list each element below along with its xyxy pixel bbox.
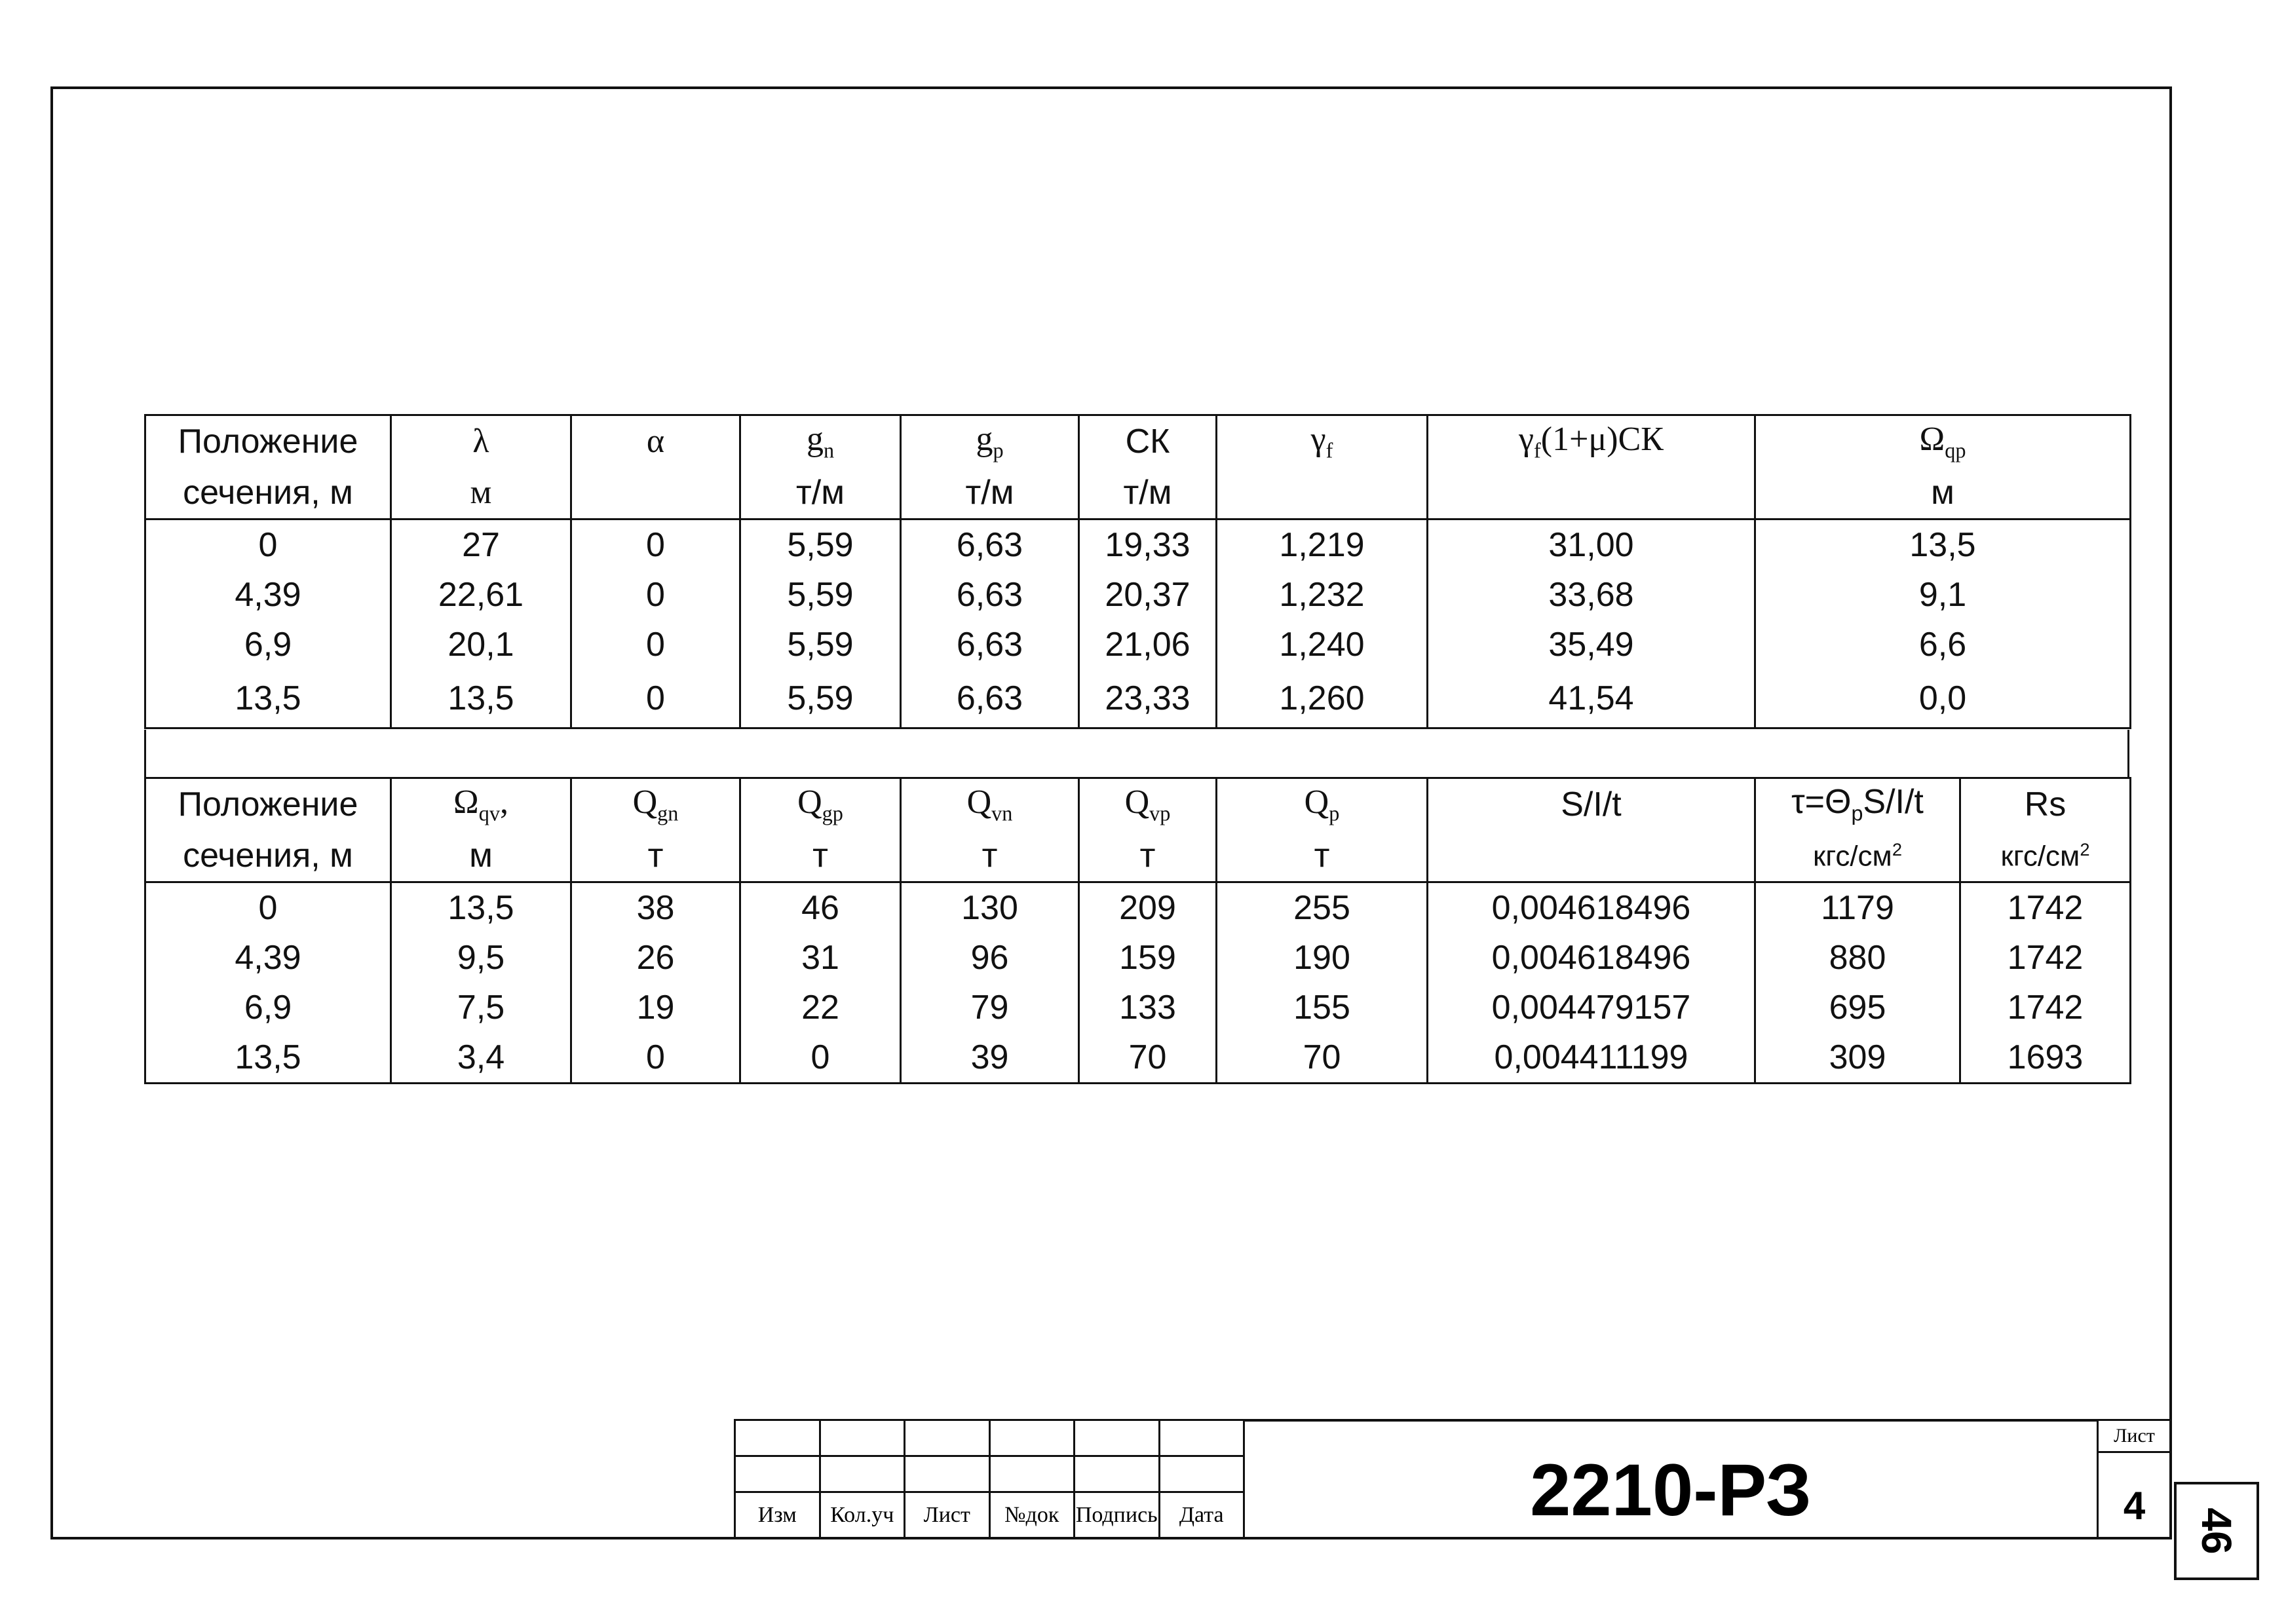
table-cell: 0 (571, 670, 740, 728)
table-cell: 70 (1217, 1032, 1428, 1084)
sheet-number: 4 (2123, 1484, 2146, 1528)
table2-header-row-units (145, 830, 2131, 882)
revision-cell (989, 1420, 1075, 1456)
table-cell: 9,5 (391, 933, 571, 983)
table-cell: 19 (571, 983, 740, 1032)
table-cell: 7,5 (391, 983, 571, 1032)
table-row (145, 882, 2131, 934)
table2-unit-qvn: т (901, 830, 1079, 882)
table-separator (144, 730, 2129, 777)
table-cell: 1742 (1960, 933, 2131, 983)
table-cell: 79 (901, 983, 1079, 1032)
table-cell: 13,5 (391, 670, 571, 728)
table2-header-omega-qv: $\Omega_{qv}$, (391, 778, 571, 831)
table-cell: 13,5 (145, 670, 391, 728)
table2-header-qgp: $Q_{gp}$ (740, 778, 901, 831)
revision-row (735, 1456, 1244, 1492)
table1-header-gamma-f: $\gamma_f$ (1217, 415, 1428, 468)
table-cell: 255 (1217, 882, 1428, 934)
table-cell: 31 (740, 933, 901, 983)
revision-cell (905, 1456, 990, 1492)
table-cell: 96 (901, 933, 1079, 983)
table-cell: 190 (1217, 933, 1428, 983)
revision-cell (1159, 1456, 1244, 1492)
table-cell: 70 (1079, 1032, 1217, 1084)
table1-unit-position: сечения, м (145, 467, 391, 519)
table-cell: 6,63 (901, 570, 1079, 620)
sheet-label: Лист (2099, 1425, 2170, 1453)
table-cell: 21,06 (1079, 620, 1217, 670)
table-row (145, 1032, 2131, 1084)
table-cell: 1,240 (1217, 620, 1428, 670)
table-load-parameters (144, 414, 2131, 729)
table1-header-omega-qp: $\Omega_{qp}$ (1755, 415, 2131, 468)
table-cell: 19,33 (1079, 519, 1217, 571)
table-cell: 27 (391, 519, 571, 571)
table2-unit-sit (1428, 830, 1755, 882)
table-cell: 0,004618496 (1428, 933, 1755, 983)
revision-cell (735, 1456, 820, 1492)
table-cell: 6,63 (901, 670, 1079, 728)
table2-header-tau: $\tau=\Theta_pS/I/t$ (1755, 778, 1960, 831)
revision-col-ndok: №док (989, 1492, 1075, 1538)
table-cell: 309 (1755, 1032, 1960, 1084)
table-cell: 6,63 (901, 519, 1079, 571)
table-cell: 0 (571, 620, 740, 670)
table2-header-sit: S/I/t (1428, 778, 1755, 831)
table-cell: 1693 (1960, 1032, 2131, 1084)
table-cell: 46 (740, 882, 901, 934)
table1-header-row-units (145, 467, 2131, 519)
table-cell: 4,39 (145, 570, 391, 620)
table2-unit-qp: т (1217, 830, 1428, 882)
revision-col-list: Лист (905, 1492, 990, 1538)
table-cell: 0 (571, 519, 740, 571)
table-cell: 6,9 (145, 983, 391, 1032)
table-cell: 13,5 (391, 882, 571, 934)
table-cell: 23,33 (1079, 670, 1217, 728)
revision-cell (1075, 1420, 1160, 1456)
table1-unit-gamma-f (1217, 467, 1428, 519)
table-cell: 41,54 (1428, 670, 1755, 728)
table-cell: 209 (1079, 882, 1217, 934)
revision-cell (905, 1420, 990, 1456)
table-cell: 1,232 (1217, 570, 1428, 620)
table1-unit-gn: т/м (740, 467, 901, 519)
table-cell: 0,004411199 (1428, 1032, 1755, 1084)
revision-cell (989, 1456, 1075, 1492)
page-number: 46 (2193, 1507, 2240, 1555)
revision-cell (735, 1420, 820, 1456)
table-cell: 5,59 (740, 670, 901, 728)
table-row (145, 933, 2131, 983)
table-cell: 0,004618496 (1428, 882, 1755, 934)
table-cell: 38 (571, 882, 740, 934)
table1-header-lambda: λ (391, 415, 571, 468)
table-cell: 13,5 (145, 1032, 391, 1084)
table-cell: 4,39 (145, 933, 391, 983)
table-cell: 20,37 (1079, 570, 1217, 620)
table-cell: 5,59 (740, 570, 901, 620)
table-cell: 159 (1079, 933, 1217, 983)
table-cell: 130 (901, 882, 1079, 934)
table1-unit-ck: т/м (1079, 467, 1217, 519)
table2-unit-omega-qv: м (391, 830, 571, 882)
table2-header-qp: $Q_p$ (1217, 778, 1428, 831)
table1-unit-gp: т/м (901, 467, 1079, 519)
table2-header-qvn: $Q_{vn}$ (901, 778, 1079, 831)
table-cell: 20,1 (391, 620, 571, 670)
table2-header-qgn: $Q_{gn}$ (571, 778, 740, 831)
table-cell: 0,004479157 (1428, 983, 1755, 1032)
table-cell: 5,59 (740, 519, 901, 571)
table2-unit-qgp: т (740, 830, 901, 882)
table2-unit-qvp: т (1079, 830, 1217, 882)
revision-cell (820, 1456, 905, 1492)
table-cell: 5,59 (740, 620, 901, 670)
table-row (145, 620, 2131, 670)
table2-unit-position: сечения, м (145, 830, 391, 882)
revision-row (735, 1420, 1244, 1456)
table-row (145, 983, 2131, 1032)
table1-header-alpha: α (571, 415, 740, 468)
table1-unit-gamma-f-ck (1428, 467, 1755, 519)
table-cell: 33,68 (1428, 570, 1755, 620)
table2-header-row-top (145, 778, 2131, 831)
table-cell: 133 (1079, 983, 1217, 1032)
table-cell: 0 (145, 882, 391, 934)
table2-unit-rs: кгс/$см^2$ (1960, 830, 2131, 882)
table2-unit-qgn: т (571, 830, 740, 882)
table-cell: 1742 (1960, 983, 2131, 1032)
table-cell: 6,6 (1755, 620, 2131, 670)
table-cell: 1179 (1755, 882, 1960, 934)
table-cell: 1,260 (1217, 670, 1428, 728)
table-cell: 22,61 (391, 570, 571, 620)
revision-cell (820, 1420, 905, 1456)
table-row (145, 670, 2131, 728)
table-cell: 0 (145, 519, 391, 571)
table2-unit-tau: кгс/$см^2$ (1755, 830, 1960, 882)
table2-header-qvp: $Q_{vp}$ (1079, 778, 1217, 831)
table-cell: 0 (571, 1032, 740, 1084)
table-cell: 31,00 (1428, 519, 1755, 571)
table-cell: 155 (1217, 983, 1428, 1032)
table-cell: 6,9 (145, 620, 391, 670)
table-cell: 35,49 (1428, 620, 1755, 670)
table-row (145, 519, 2131, 571)
table-cell: 9,1 (1755, 570, 2131, 620)
table-row (145, 570, 2131, 620)
table-cell: 1,219 (1217, 519, 1428, 571)
table1-unit-lambda: м (391, 467, 571, 519)
table-cell: 13,5 (1755, 519, 2131, 571)
revision-col-izm: Изм (735, 1492, 820, 1538)
table1-unit-omega-qp: м (1755, 467, 2131, 519)
table-cell: 0 (740, 1032, 901, 1084)
title-block-revision-grid (734, 1419, 1245, 1539)
document-code: 2210-РЗ (1530, 1449, 1812, 1531)
table-cell: 880 (1755, 933, 1960, 983)
table1-header-gn: $g_n$ (740, 415, 901, 468)
table-cell: 22 (740, 983, 901, 1032)
page-number-box (2174, 1482, 2259, 1580)
revision-col-koluch: Кол.уч (820, 1492, 905, 1538)
revision-col-data: Дата (1159, 1492, 1244, 1538)
revision-cell (1075, 1456, 1160, 1492)
table-cell: 3,4 (391, 1032, 571, 1084)
revision-cell (1159, 1420, 1244, 1456)
table2-header-rs: Rs (1960, 778, 2131, 831)
revision-header-row (735, 1492, 1244, 1538)
table2-header-position: Положение (145, 778, 391, 831)
table-cell: 39 (901, 1032, 1079, 1084)
table-shear-forces (144, 777, 2131, 1084)
table1-header-gamma-f-ck: $\gamma_f(1+\mu)СК$ (1428, 415, 1755, 468)
table1-header-position: Положение (145, 415, 391, 468)
table1-header-gp: $g_p$ (901, 415, 1079, 468)
sheet-box (2097, 1419, 2172, 1539)
table-cell: 1742 (1960, 882, 2131, 934)
table-cell: 26 (571, 933, 740, 983)
table1-unit-alpha (571, 467, 740, 519)
table-cell: 695 (1755, 983, 1960, 1032)
table1-header-ck: СК (1079, 415, 1217, 468)
title-block-main (1245, 1419, 2097, 1539)
revision-col-podpis: Подпись (1075, 1492, 1160, 1538)
table-cell: 0,0 (1755, 670, 2131, 728)
table-cell: 0 (571, 570, 740, 620)
table-cell: 6,63 (901, 620, 1079, 670)
table1-header-row-top (145, 415, 2131, 468)
